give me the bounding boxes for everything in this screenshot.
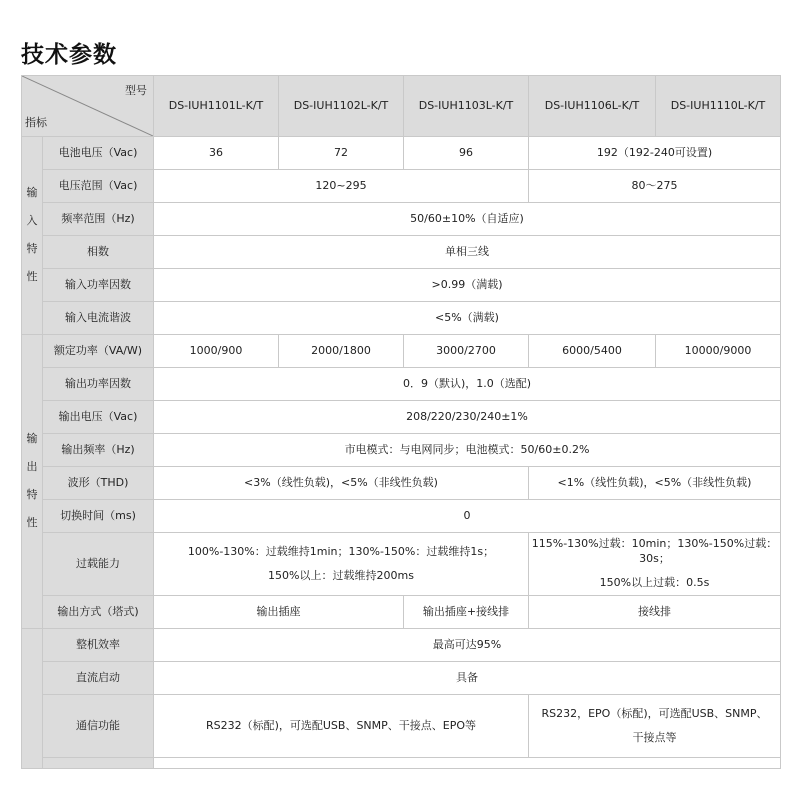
row-label: 电池电压（Vac)	[43, 137, 154, 170]
row-label: 频率范围（Hz)	[43, 203, 154, 236]
cell-value: RS232（标配)，可选配USB、SNMP、干接点、EPO等	[154, 695, 529, 758]
cell-value: <1%（线性负载)，<5%（非线性负载)	[529, 467, 781, 500]
row-label	[43, 758, 154, 769]
cell-value: >0.99（满载)	[154, 269, 781, 302]
cell-value: 接线排	[529, 596, 781, 629]
cell-value: 输出插座+接线排	[404, 596, 529, 629]
table-row	[22, 533, 781, 596]
cell-value: 115%-130%过载：10min；130%-150%过载：30s； 150%以上过载：0.5s	[529, 533, 781, 596]
cell-value: 具备	[154, 662, 781, 695]
row-label: 整机效率	[43, 629, 154, 662]
row-label: 相数	[43, 236, 154, 269]
cell-value: 0．9（默认)，1.0（选配)	[154, 368, 781, 401]
cell-value: 192（192-240可设置)	[529, 137, 781, 170]
row-label: 输出方式（塔式)	[43, 596, 154, 629]
group-label-output: 输 出 特 性	[22, 335, 43, 629]
table-row	[22, 137, 781, 170]
table-row	[22, 269, 781, 302]
table-row	[22, 335, 781, 368]
cell-value: 输出插座	[154, 596, 404, 629]
cell-value: <5%（满载)	[154, 302, 781, 335]
cell-value: 208/220/230/240±1%	[154, 401, 781, 434]
model-header: DS-IUH1110L-K/T	[656, 76, 781, 137]
table-row	[22, 695, 781, 758]
cell-value: 50/60±10%（自适应)	[154, 203, 781, 236]
spec-table	[21, 75, 781, 769]
cell-value: 0	[154, 500, 781, 533]
table-row	[22, 629, 781, 662]
header-row	[22, 76, 781, 137]
table-row	[22, 467, 781, 500]
table-row	[22, 302, 781, 335]
cell-value: 100%-130%：过载维持1min；130%-150%：过载维持1s； 150%以上：过载维持200ms	[154, 533, 529, 596]
table-row	[22, 758, 781, 769]
cell-value: 6000/5400	[529, 335, 656, 368]
cell-value: 最高可达95%	[154, 629, 781, 662]
row-label: 电压范围（Vac)	[43, 170, 154, 203]
table-row	[22, 596, 781, 629]
cell-value: 2000/1800	[279, 335, 404, 368]
row-label: 输入功率因数	[43, 269, 154, 302]
row-label: 过载能力	[43, 533, 154, 596]
row-label: 额定功率（VA/W)	[43, 335, 154, 368]
table-row	[22, 500, 781, 533]
indicator-label: 指标	[25, 116, 47, 130]
cell-value: 36	[154, 137, 279, 170]
row-label: 切换时间（ms)	[43, 500, 154, 533]
model-header: DS-IUH1102L-K/T	[279, 76, 404, 137]
cell-value: RS232，EPO（标配)，可选配USB、SNMP、 干接点等	[529, 695, 781, 758]
table-row	[22, 368, 781, 401]
row-label: 输出功率因数	[43, 368, 154, 401]
model-header: DS-IUH1101L-K/T	[154, 76, 279, 137]
table-row	[22, 170, 781, 203]
cell-value: 单相三线	[154, 236, 781, 269]
cell-value: <3%（线性负载)，<5%（非线性负载)	[154, 467, 529, 500]
table-row	[22, 203, 781, 236]
table-row	[22, 236, 781, 269]
diagonal-header-cell	[22, 76, 154, 137]
row-label: 输入电流谐波	[43, 302, 154, 335]
group-label-input: 输 入 特 性	[22, 137, 43, 335]
model-header: DS-IUH1106L-K/T	[529, 76, 656, 137]
row-label: 输出电压（Vac)	[43, 401, 154, 434]
cell-value: 96	[404, 137, 529, 170]
row-label: 输出频率（Hz)	[43, 434, 154, 467]
table-row	[22, 401, 781, 434]
table-row	[22, 662, 781, 695]
cell-value: 80～275	[529, 170, 781, 203]
row-label: 波形（THD)	[43, 467, 154, 500]
group-label-system	[22, 629, 43, 769]
table-row	[22, 434, 781, 467]
cell-value: 72	[279, 137, 404, 170]
cell-value: 3000/2700	[404, 335, 529, 368]
row-label: 通信功能	[43, 695, 154, 758]
cell-value: 市电模式：与电网同步；电池模式：50/60±0.2%	[154, 434, 781, 467]
cell-value: 10000/9000	[656, 335, 781, 368]
row-label: 直流启动	[43, 662, 154, 695]
cell-value: 1000/900	[154, 335, 279, 368]
model-label: 型号	[125, 84, 147, 97]
page-title: 技术参数	[21, 42, 117, 68]
model-header: DS-IUH1103L-K/T	[404, 76, 529, 137]
cell-value	[154, 758, 781, 769]
cell-value: 120~295	[154, 170, 529, 203]
